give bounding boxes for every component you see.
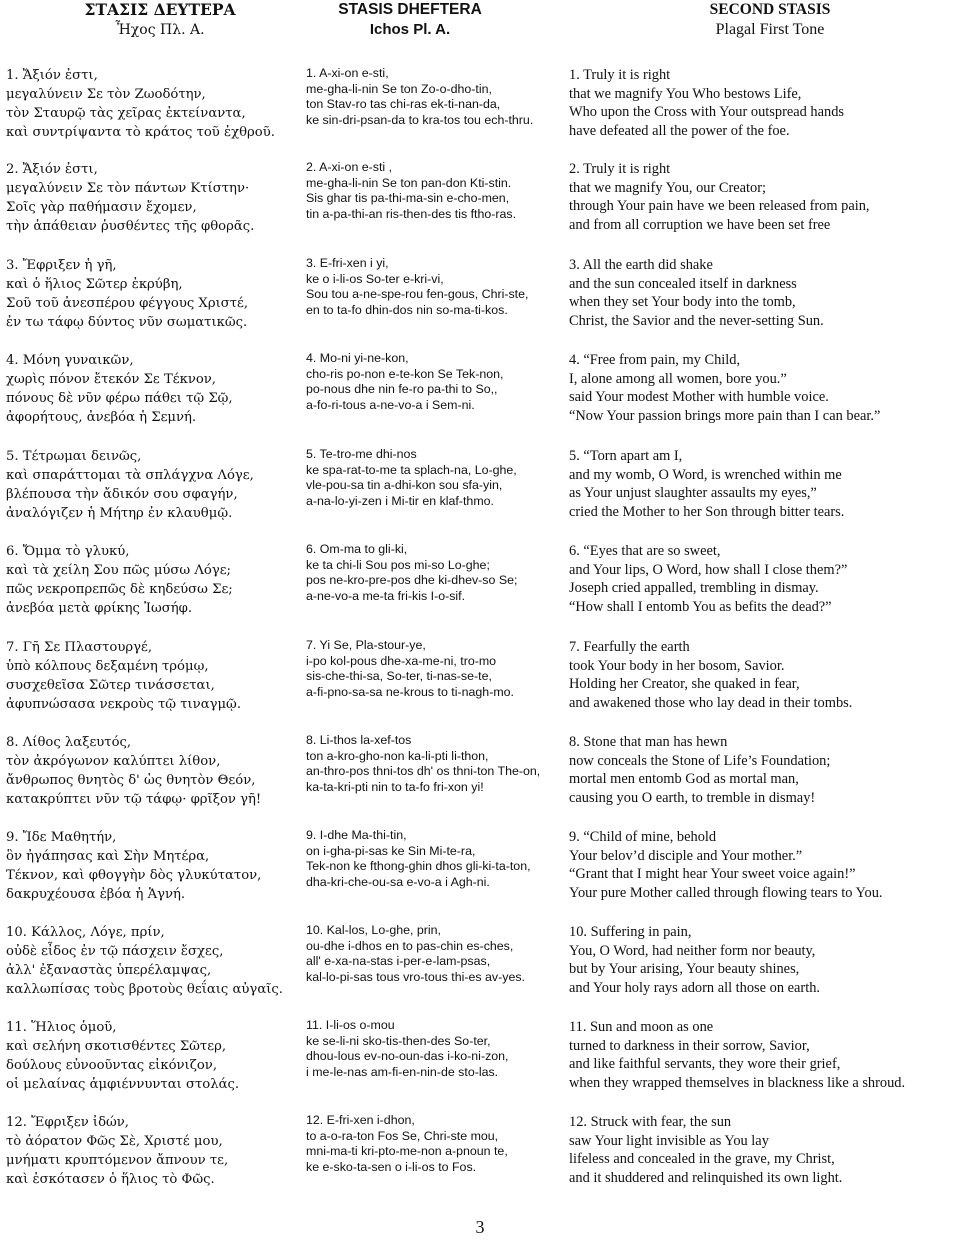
english-line: and my womb, O Word, is wrenched within me: [569, 466, 842, 483]
english-stanza-11: [569, 1018, 959, 1092]
greek-line: μνήματι κρυπτόμενον ἄπνουν τε,: [6, 1153, 229, 1168]
greek-stanza-2: [6, 160, 296, 236]
greek-line: ὑπὸ κόλπους δεξαμένη τρόμῳ,: [6, 659, 209, 674]
english-line: 7. Fearfully the earth: [569, 639, 690, 655]
translit-stanza-11: [306, 1018, 561, 1080]
english-stanza-3: [569, 256, 959, 330]
translit-line: dhou-lous ev-no-oun-das i-ko-ni-zon,: [306, 1049, 509, 1063]
translit-line: tin a-pa-thi-an ris-then-des tis ftho-ras.: [306, 206, 517, 221]
translit-line: ke ta chi-li Sou pos mi-so Lo-ghe;: [306, 557, 490, 572]
greek-line: Σοῖς γὰρ παθήμασιν ἔχομεν,: [6, 200, 197, 215]
translit-line: en to ta-fo dhin-dos nin so-ma-ti-kos.: [306, 302, 508, 317]
translit-stanza-5: [306, 447, 561, 509]
translit-line: 9. I-dhe Ma-thi-tin,: [306, 828, 407, 842]
english-line: said Your modest Mother with humble voice.: [569, 389, 829, 405]
greek-line: τὸν Σταυρῷ τὰς χεῖρας ἐκτείναντα,: [6, 106, 246, 121]
greek-stanza-5: [6, 447, 296, 523]
english-line: Joseph cried appalled, trembling in dismay.: [569, 580, 819, 596]
greek-line: 3. Ἔφριξεν ἡ γῆ,: [6, 258, 117, 273]
english-line: and from all corruption we have been set free: [569, 216, 831, 233]
english-line: 1. Truly it is right: [569, 67, 671, 83]
translit-stanza-1: [306, 66, 561, 128]
greek-line: ἐν τω τάφῳ δύντος νῦν σωματικῶς.: [6, 315, 248, 330]
greek-line: δούλους εὐνοοῦντας εἰκόνιζον,: [6, 1058, 218, 1073]
english-line: You, O Word, had neither form nor beauty,: [569, 942, 816, 959]
translit-line: 6. Om-ma to gli-ki,: [306, 542, 408, 556]
translit-line: 4. Mo-ni yi-ne-kon,: [306, 351, 409, 365]
translit-line: Tek-non ke fthong-ghin dhos gli-ki-ta-ton,: [306, 859, 531, 873]
translit-line: ou-dhe i-dhos en to pas-chin es-ches,: [306, 938, 514, 953]
greek-line: ὃν ἠγάπησας καὶ Σὴν Μητέρα,: [6, 849, 210, 864]
greek-line: 10. Κάλλος, Λόγε, πρίν,: [6, 925, 165, 940]
translit-line: po-nous dhe nin fe-ro pa-thi to So,,: [306, 382, 498, 396]
english-stanza-8: [569, 733, 959, 807]
greek-line: τὸν ἀκρόγωνον καλύπτει λίθον,: [6, 754, 221, 769]
translit-stanza-6: [306, 542, 561, 604]
translit-line: vle-pou-sa tin a-dhi-kon sou sfa-yin,: [306, 478, 503, 492]
english-line: “Now Your passion brings more pain than I can bear.”: [569, 407, 881, 424]
translit-line: 12. E-fri-xen i-dhon,: [306, 1113, 415, 1127]
translit-title: STASIS DHEFTERA: [338, 1, 482, 18]
english-line: cried the Mother to her Son through bitter tears.: [569, 503, 845, 520]
english-stanza-2: [569, 160, 959, 234]
translit-stanza-7: [306, 638, 561, 700]
translit-stanza-3: [306, 256, 561, 318]
greek-line: καὶ σελήνη σκοτισθέντες Σῶτερ,: [6, 1039, 227, 1054]
translit-stanza-9: [306, 828, 561, 890]
translit-line: 10. Kal-los, Lo-ghe, prin,: [306, 923, 441, 937]
english-line: I, alone among all women, bore you.”: [569, 370, 787, 387]
greek-line: 12. Ἔφριξεν ἰδών,: [6, 1115, 129, 1130]
english-line: 3. All the earth did shake: [569, 257, 713, 273]
greek-line: ἀφυπνώσασα νεκροὺς τῷ τιναγμῷ.: [6, 697, 242, 712]
greek-line: 2. Ἄξιόν ἐστι,: [6, 162, 98, 177]
greek-line: πῶς νεκροπρεπῶς δὲ κηδεύσω Σε;: [6, 582, 233, 597]
translit-line: ton Stav-ro tas chi-ras ek-ti-nan-da,: [306, 97, 501, 111]
translit-stanza-12: [306, 1113, 561, 1175]
english-line: 11. Sun and moon as one: [569, 1019, 714, 1035]
greek-line: καὶ τὰ χείλη Σου πῶς μύσω Λόγε;: [6, 563, 231, 578]
translit-line: 2. A-xi-on e-sti ,: [306, 160, 393, 174]
english-line: when they set Your body into the tomb,: [569, 294, 796, 310]
translit-line: a-ne-vo-a me-ta fri-kis I-o-sif.: [306, 588, 466, 603]
english-line: “How shall I entomb You as befits the dead?”: [569, 598, 832, 615]
greek-line: καὶ συντρίψαντα τὸ κράτος τοῦ ἐχθροῦ.: [6, 125, 275, 140]
translit-line: me-gha-li-nin Se ton Zo-o-dho-tin,: [306, 81, 492, 96]
english-line: took Your body in her bosom, Savior.: [569, 657, 785, 674]
translit-line: mni-ma-ti kri-pto-me-non a-pnoun te,: [306, 1144, 508, 1158]
greek-line: βλέπουσα τὴν ἄδικόν σου σφαγήν,: [6, 487, 238, 502]
greek-line: 11. Ἥλιος ὁμοῦ,: [6, 1020, 117, 1035]
greek-line: καλλωπίσας τοὺς βροτοὺς θεΐαις αὐγαῖς.: [6, 982, 283, 997]
greek-line: Σοῦ τοῦ ἀνεσπέρου φέγγους Χριστέ,: [6, 296, 249, 311]
english-stanza-1: [569, 66, 959, 140]
greek-stanza-4: [6, 351, 296, 427]
translit-stanza-4: [306, 351, 561, 413]
translit-line: ke o i-li-os So-ter e-kri-vi,: [306, 271, 444, 286]
greek-stanza-12: [6, 1113, 296, 1189]
translit-line: a-fi-pno-sa-sa ne-krous to ti-nagh-mo.: [306, 684, 514, 699]
greek-tone: Ἦχος Πλ. Α.: [115, 22, 205, 38]
english-line: and Your lips, O Word, how shall I close them?”: [569, 561, 848, 578]
greek-line: μεγαλύνειν Σε τὸν Ζωοδότην,: [6, 87, 206, 102]
greek-line: ἀφορήτους, ἀνεβόα ἡ Σεμνή.: [6, 410, 197, 425]
english-line: and awakened those who lay dead in their tombs.: [569, 694, 853, 711]
translit-line: Sis ghar tis pa-thi-ma-sin e-cho-men,: [306, 191, 510, 205]
english-tone: Plagal First Tone: [715, 21, 825, 38]
translit-line: dha-kri-che-ou-sa e-vo-a i Agh-ni.: [306, 874, 490, 889]
english-line: 4. “Free from pain, my Child,: [569, 352, 741, 368]
translit-line: ke sin-dri-psan-da to kra-tos tou ech-thru.: [306, 112, 534, 127]
english-line: 8. Stone that man has hewn: [569, 734, 728, 750]
translit-line: ton a-kro-gho-non ka-li-pti li-thon,: [306, 748, 489, 763]
greek-line: συσχεθεῖσα Σῶτερ τινάσσεται,: [6, 678, 215, 693]
translit-column-header: [310, 0, 510, 40]
greek-line: τὸ ἀόρατον Φῶς Σὲ, Χριστέ μου,: [6, 1134, 223, 1149]
english-line: and like faithful servants, they wore their grief,: [569, 1056, 841, 1072]
greek-stanza-8: [6, 733, 296, 809]
greek-line: οὐδὲ εἶδος ἐν τῷ πάσχειν ἔσχες,: [6, 944, 224, 959]
english-line: Your pure Mother called through flowing tears to You.: [569, 884, 883, 901]
greek-stanza-3: [6, 256, 296, 332]
english-line: 6. “Eyes that are so sweet,: [569, 543, 721, 559]
translit-tone: Ichos Pl. A.: [369, 21, 451, 38]
greek-stanza-7: [6, 638, 296, 714]
greek-line: 1. Ἄξιόν ἐστι,: [6, 68, 98, 83]
translit-line: i me-le-nas am-fi-en-nin-de sto-las.: [306, 1064, 499, 1079]
greek-line: 5. Τέτρωμαι δεινῶς,: [6, 449, 142, 464]
english-line: 10. Suffering in pain,: [569, 924, 692, 940]
translit-line: ke spa-rat-to-me ta splach-na, Lo-ghe,: [306, 462, 517, 477]
english-line: lifeless and concealed in the grave, my Christ,: [569, 1151, 835, 1167]
english-column-header: [665, 0, 875, 40]
translit-line: kal-lo-pi-sas tous vro-tous thi-es av-yes.: [306, 969, 525, 984]
translit-line: on i-gha-pi-sas ke Sin Mi-te-ra,: [306, 843, 476, 858]
english-line: and the sun concealed itself in darkness: [569, 275, 797, 292]
english-line: 5. “Torn apart am I,: [569, 448, 683, 464]
english-title: SECOND STASIS: [709, 1, 831, 18]
translit-line: an-thro-pos thni-tos dh' os thni-ton The-on,: [306, 764, 541, 778]
english-line: that we magnify You Who bestows Life,: [569, 85, 802, 102]
greek-line: ἀνεβόα μετὰ φρίκης Ἰωσήφ.: [6, 601, 193, 616]
english-line: but by Your arising, Your beauty shines,: [569, 961, 800, 977]
greek-line: ἀλλ' ἐξαναστὰς ὑπερέλαμψας,: [6, 963, 212, 978]
translit-line: 11. I-li-os o-mou: [306, 1018, 395, 1032]
greek-title: ΣΤΑΣΙΣ ΔΕΥΤΕΡΑ: [84, 0, 236, 19]
translit-line: 5. Te-tro-me dhi-nos: [306, 447, 417, 461]
greek-line: 6. Ὄμμα τὸ γλυκύ,: [6, 544, 130, 559]
english-stanza-6: [569, 542, 959, 616]
translit-line: me-gha-li-nin Se ton pan-don Kti-stin.: [306, 175, 512, 190]
translit-line: all' e-xa-na-stas i-per-e-lam-psas,: [306, 954, 491, 968]
translit-line: cho-ris po-non e-te-kon Se Tek-non,: [306, 366, 504, 381]
greek-stanza-10: [6, 923, 296, 999]
greek-line: οἱ μελαίνας ἀμφιέννυνται στολάς.: [6, 1077, 240, 1092]
greek-line: δακρυχέουσα ἐβόα ἡ Ἁγνή.: [6, 887, 186, 902]
greek-line: 4. Μόνη γυναικῶν,: [6, 353, 134, 368]
greek-line: ἀναλόγιζεν ἡ Μήτηρ ἐν κλαυθμῷ.: [6, 506, 233, 521]
english-line: mortal men entomb God as mortal man,: [569, 771, 799, 787]
translit-line: to a-o-ra-ton Fos Se, Chri-ste mou,: [306, 1128, 499, 1143]
english-stanza-5: [569, 447, 959, 521]
translit-line: sis-che-thi-sa, So-ter, ti-nas-se-te,: [306, 669, 492, 683]
english-line: as Your unjust slaughter assaults my eyes,”: [569, 485, 817, 501]
english-stanza-9: [569, 828, 959, 902]
greek-line: κατακρύπτει νῦν τῷ τάφῳ· φρῖξον γῆ!: [6, 792, 262, 807]
translit-stanza-8: [306, 733, 561, 795]
english-line: now conceals the Stone of Life’s Foundation;: [569, 752, 831, 769]
translit-line: pos ne-kro-pre-pos dhe ki-dhev-so Se;: [306, 573, 518, 587]
english-line: have defeated all the power of the foe.: [569, 122, 790, 139]
greek-stanza-6: [6, 542, 296, 618]
english-stanza-7: [569, 638, 959, 712]
translit-line: ke se-li-ni sko-tis-then-des So-ter,: [306, 1033, 491, 1048]
english-line: and it shuddered and relinquished its own light.: [569, 1169, 843, 1186]
greek-stanza-9: [6, 828, 296, 904]
translit-line: a-na-lo-yi-zen i Mi-tir en klaf-thmo.: [306, 493, 494, 508]
translit-line: 8. Li-thos la-xef-tos: [306, 733, 412, 747]
english-line: Who upon the Cross with Your outspread hands: [569, 104, 845, 120]
greek-stanza-11: [6, 1018, 296, 1094]
english-stanza-4: [569, 351, 959, 425]
english-stanza-12: [569, 1113, 959, 1187]
english-line: causing you O earth, to tremble in dismay!: [569, 789, 816, 806]
english-line: “Grant that I might hear Your sweet voice again!”: [569, 866, 856, 882]
greek-line: 7. Γῆ Σε Πλαστουργέ,: [6, 640, 153, 655]
greek-column-header: [40, 0, 280, 40]
english-line: turned to darkness in their sorrow, Savior,: [569, 1037, 810, 1054]
greek-line: Τέκνον, καὶ φθογγὴν δὸς γλυκύτατον,: [6, 868, 262, 883]
english-line: that we magnify You, our Creator;: [569, 179, 767, 196]
translit-line: Sou tou a-ne-spe-rou fen-gous, Chri-ste,: [306, 287, 529, 301]
greek-line: καὶ σπαράττομαι τὰ σπλάγχνα Λόγε,: [6, 468, 254, 483]
english-line: through Your pain have we been released from pain,: [569, 198, 870, 214]
english-line: when they wrapped themselves in blackness like a shroud.: [569, 1074, 906, 1091]
translit-line: ka-ta-kri-pti nin to ta-fo fri-xon yi!: [306, 779, 484, 794]
english-line: Holding her Creator, she quaked in fear,: [569, 676, 800, 692]
greek-line: τὴν ἀπάθειαν ῥυσθέντες τῆς φθορᾶς.: [6, 219, 255, 234]
translit-line: 1. A-xi-on e-sti,: [306, 66, 389, 80]
greek-line: μεγαλύνειν Σε τὸν πάντων Κτίστην·: [6, 181, 250, 196]
english-line: and Your holy rays adorn all those on earth.: [569, 979, 820, 996]
english-line: 2. Truly it is right: [569, 161, 671, 177]
greek-line: ἄνθρωπος θνητὸς δ' ὡς θνητὸν Θεόν,: [6, 773, 256, 788]
english-line: 9. “Child of mine, behold: [569, 829, 717, 845]
translit-stanza-2: [306, 160, 561, 222]
english-line: Your belov’d disciple and Your mother.”: [569, 847, 803, 864]
translit-stanza-10: [306, 923, 561, 985]
english-line: 12. Struck with fear, the sun: [569, 1114, 732, 1130]
translit-line: 3. E-fri-xen i yi,: [306, 256, 389, 270]
greek-line: 9. Ἴδε Μαθητήν,: [6, 830, 117, 845]
greek-line: καὶ ὁ ἥλιος Σῶτερ ἐκρύβη,: [6, 277, 183, 292]
greek-line: καὶ ἐσκότασεν ὁ ἥλιος τὸ Φῶς.: [6, 1172, 215, 1187]
greek-line: 8. Λίθος λαξευτός,: [6, 735, 132, 750]
translit-line: 7. Yi Se, Pla-stour-ye,: [306, 638, 426, 652]
greek-line: χωρὶς πόνον ἔτεκόν Σε Τέκνον,: [6, 372, 216, 387]
translit-line: ke e-sko-ta-sen o i-li-os to Fos.: [306, 1159, 477, 1174]
greek-stanza-1: [6, 66, 296, 142]
english-line: saw Your light invisible as You lay: [569, 1132, 769, 1149]
english-stanza-10: [569, 923, 959, 997]
greek-line: πόνους δὲ νῦν φέρω πάθει τῷ Σῷ,: [6, 391, 233, 406]
english-line: Christ, the Savior and the never-setting Sun.: [569, 312, 824, 329]
translit-line: a-fo-ri-tous a-ne-vo-a i Sem-ni.: [306, 397, 475, 412]
page-number: 3: [475, 1217, 485, 1237]
translit-line: i-po kol-pous dhe-xa-me-ni, tro-mo: [306, 653, 497, 668]
